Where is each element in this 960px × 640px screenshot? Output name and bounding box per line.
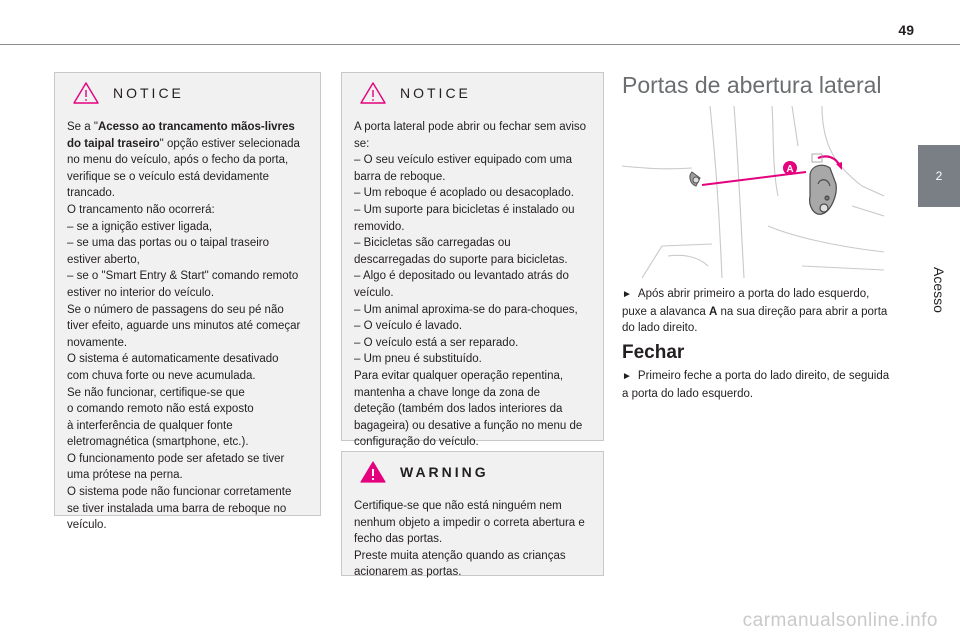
notice-line: do taipal traseiro" opção estiver selecionada [67, 137, 300, 150]
notice-line: eletromagnética (smartphone, etc.). [67, 436, 249, 449]
notice-line: – Um suporte para bicicletas é instalado ou [354, 203, 575, 216]
chapter-number: 2 [935, 169, 943, 183]
warning-line: nenhum objeto a impedir o correta abertura e [354, 516, 585, 529]
warning-body [342, 492, 603, 581]
notice-line: – se a ignição estiver ligada, [67, 220, 213, 233]
notice-bold-term: Acesso ao trancamento mãos-livres [97, 121, 295, 133]
notice-header [342, 73, 603, 113]
notice-header [55, 73, 320, 113]
notice-line: se tiver instalada uma barra de reboque no [67, 502, 287, 515]
notice-line: – se o "Smart Entry & Start" comando remoto [67, 270, 299, 283]
notice-line: – Um reboque é acoplado ou desacoplado. [354, 187, 574, 200]
notice-line: – Bicicletas são carregadas ou [354, 237, 511, 250]
notice-icon [73, 82, 99, 104]
notice-line: – Algo é depositado ou levantado atrás do [354, 270, 569, 283]
section-title: Portas de abertura lateral [622, 72, 882, 98]
warning-line: Preste muita atenção quando as crianças [354, 549, 566, 562]
side-door-lever-illustration [622, 106, 884, 278]
notice-line: com chuva forte ou neve acumulada. [67, 369, 256, 382]
watermark: carmanualsonline.info [742, 610, 938, 631]
notice-line: – O veículo está a ser reparado. [354, 336, 519, 349]
notice-line: no menu do veículo, após o fecho da porta, [67, 154, 289, 167]
notice-line: barra de reboque. [354, 170, 446, 183]
step-arrow-icon: ► [622, 289, 632, 300]
notice-line: bagageira) ou desative a função no menu de [354, 419, 583, 432]
notice-line: – Um animal aproxima-se do para-choques, [354, 303, 578, 316]
page-number: 49 [898, 22, 914, 38]
notice-line: veículo. [67, 519, 107, 532]
notice-line: uma prótese na perna. [67, 469, 183, 482]
notice-line: O funcionamento pode ser afetado se tiver [67, 452, 285, 465]
notice-line: veículo. [354, 286, 394, 299]
notice-line: – se uma das portas ou o taipal traseiro [67, 237, 270, 250]
warning-line: fecho das portas. [354, 533, 443, 546]
notice-line: o comando remoto não está exposto [67, 403, 254, 416]
warning-title: WARNING [400, 464, 489, 480]
warning-icon [360, 461, 386, 483]
notice-line: – O veículo é lavado. [354, 320, 463, 333]
instruction-close-doors [622, 368, 892, 402]
instruction-text: Após abrir primeiro a porta do lado esquerdo, puxe a alavanca [622, 288, 870, 318]
notice-line: verifique se o veículo está devidamente [67, 170, 270, 183]
notice-line: A porta lateral pode abrir ou fechar sem aviso [354, 121, 587, 133]
instruction-text: Primeiro feche a porta do lado direito, de seguida a porta do lado esquerdo. [622, 370, 890, 400]
notice-line: se: [354, 137, 370, 150]
notice-line: Se a "Acesso ao trancamento mãos-livres [67, 121, 295, 133]
notice-line: estiver no interior do veículo. [67, 286, 215, 299]
warning-header [342, 452, 603, 492]
notice-title: NOTICE [113, 85, 184, 101]
notice-line: – Um pneu é substituído. [354, 353, 482, 366]
instruction-bold: A [708, 305, 718, 318]
chapter-title: Acesso [931, 267, 947, 313]
notice-line: Se o número de passagens do seu pé não [67, 303, 284, 316]
notice-body [55, 113, 320, 534]
warning-box [341, 451, 604, 579]
notice-line: configuração do veículo. [354, 436, 479, 449]
callout-label: A [786, 164, 794, 175]
subsection-title: Fechar [622, 342, 685, 363]
notice-line: Se não funcionar, certifique-se que [67, 386, 245, 399]
notice-line: O sistema pode não funcionar corretamente [67, 486, 292, 499]
notice-line: descarregadas do suporte para bicicletas. [354, 253, 568, 266]
notice-line: deteção (também dos lados interiores da [354, 403, 563, 416]
instruction-open-right-door [622, 286, 892, 337]
notice-line: – O seu veículo estiver equipado com uma [354, 154, 572, 167]
warning-line: acionarem as portas. [354, 566, 462, 579]
notice-icon [360, 82, 386, 104]
notice-box-side-door [341, 72, 604, 449]
notice-line: tiver efeito, aguarde uns minutos até começar [67, 320, 301, 333]
step-arrow-icon: ► [622, 371, 632, 382]
notice-line: mantenha a chave longe da zona de [354, 386, 541, 399]
notice-box-hands-free [54, 72, 321, 532]
notice-line: trancado. [67, 187, 115, 200]
notice-line: novamente. [67, 336, 128, 349]
notice-line: O trancamento não ocorrerá: [67, 203, 215, 216]
notice-line: O sistema é automaticamente desativado [67, 353, 279, 366]
warning-line: Certifique-se que não está ninguém nem [354, 500, 562, 512]
notice-title: NOTICE [400, 85, 471, 101]
instruction-text-end: na sua direção para abrir a porta do lado direito. [622, 305, 888, 335]
notice-line: removido. [354, 220, 405, 233]
notice-line: Para evitar qualquer operação repentina, [354, 369, 564, 382]
header-rule [0, 44, 960, 45]
notice-line: à interferência de qualquer fonte [67, 419, 233, 432]
chapter-tab[interactable] [918, 145, 960, 207]
notice-body [342, 113, 603, 451]
notice-line: estiver aberto, [67, 253, 140, 266]
